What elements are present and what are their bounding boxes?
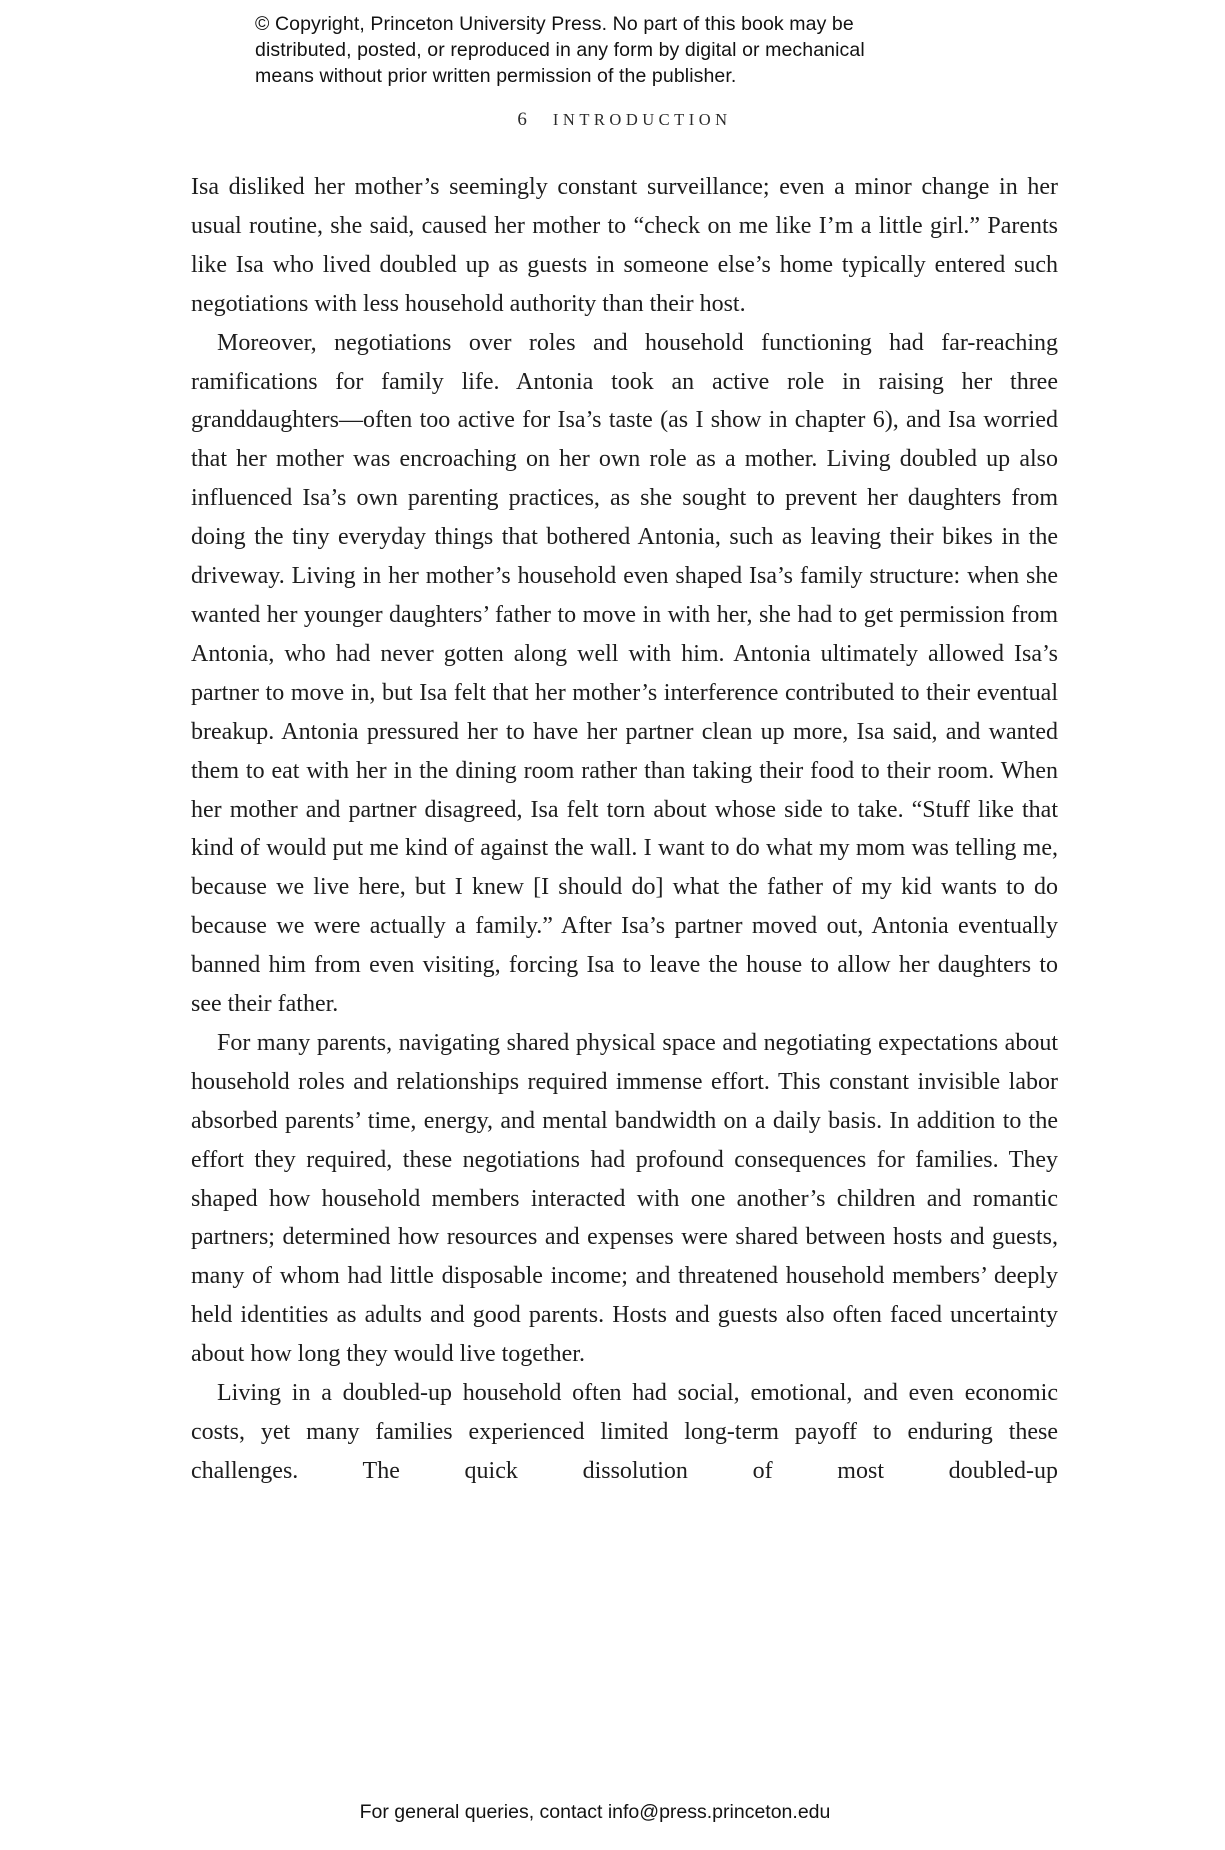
copyright-line: distributed, posted, or reproduced in any form by digital or mechanical — [255, 39, 865, 61]
paragraph: Isa disliked her mother’s seemingly constant surveillance; even a minor change in her usual routine, she said, caused her mother to “check on me like I’m a little girl.” Parents like Isa who lived doubled up as guests in someone else’s home typically entered such negotiations with less household authority than their host. — [191, 174, 1058, 317]
running-head: INTRODUCTION — [552, 110, 732, 129]
copyright-line: © Copyright, Princeton University Press. No part of this book may be — [255, 13, 854, 35]
paragraph: Living in a doubled-up household often had social, emotional, and even economic costs, yet many families experienced limited long-term payoff to enduring these challenges. The quick dissolution of most doubled-up — [191, 1380, 1058, 1484]
page-header — [191, 109, 1058, 131]
copyright-notice — [255, 11, 865, 89]
paragraph: Moreover, negotiations over roles and household functioning had far-reaching ramifications for family life. Antonia took an active role in raising her three granddaughters—often too active for Isa’s taste (as I show in chapter 6), and Isa worried that her mother was encroaching on her own role as a mother. Living doubled up also influenced Isa’s own parenting practices, as she sought to prevent her daughters from doing the tiny everyday things that bothered Antonia, such as leaving their bikes in the driveway. Living in her mother’s household even shaped Isa’s family structure: when she wanted her younger daughters’ father to move in with her, she had to get permission from Antonia, who had never gotten along well with him. Antonia ultimately allowed Isa’s partner to move in, but Isa felt that her mother’s interference contributed to their eventual breakup. Antonia pressured her to have her partner clean up more, Isa said, and wanted them to eat with her in the dining room rather than taking their food to their room. When her mother and partner disagreed, Isa felt torn about whose side to take. “Stuff like that kind of would put me kind of against the wall. I want to do what my mom was telling me, because we live here, but I knew [I should do] what the father of my kid wants to do because we were actually a family.” After Isa’s partner moved out, Antonia eventually banned him from even visiting, forcing Isa to leave the house to allow her daughters to see their father. — [191, 329, 1058, 1018]
page-footer — [0, 1801, 1190, 1824]
body-text — [191, 168, 1058, 1491]
footer-text: For general queries, contact info@press.princeton.edu — [359, 1801, 831, 1823]
copyright-line: means without prior written permission of the publisher. — [255, 65, 737, 87]
paragraph: For many parents, navigating shared physical space and negotiating expectations about household roles and relationships required immense effort. This constant invisible labor absorbed parents’ time, energy, and mental bandwidth on a daily basis. In addition to the effort they required, these negotiations had profound consequences for families. They shaped how household members interacted with one another’s children and romantic partners; determined how resources and expenses were shared between hosts and guests, many of whom had little disposable income; and threatened household members’ deeply held identities as adults and good parents. Hosts and guests also often faced uncertainty about how long they would live together. — [191, 1029, 1058, 1368]
page-number: 6 — [517, 109, 527, 130]
